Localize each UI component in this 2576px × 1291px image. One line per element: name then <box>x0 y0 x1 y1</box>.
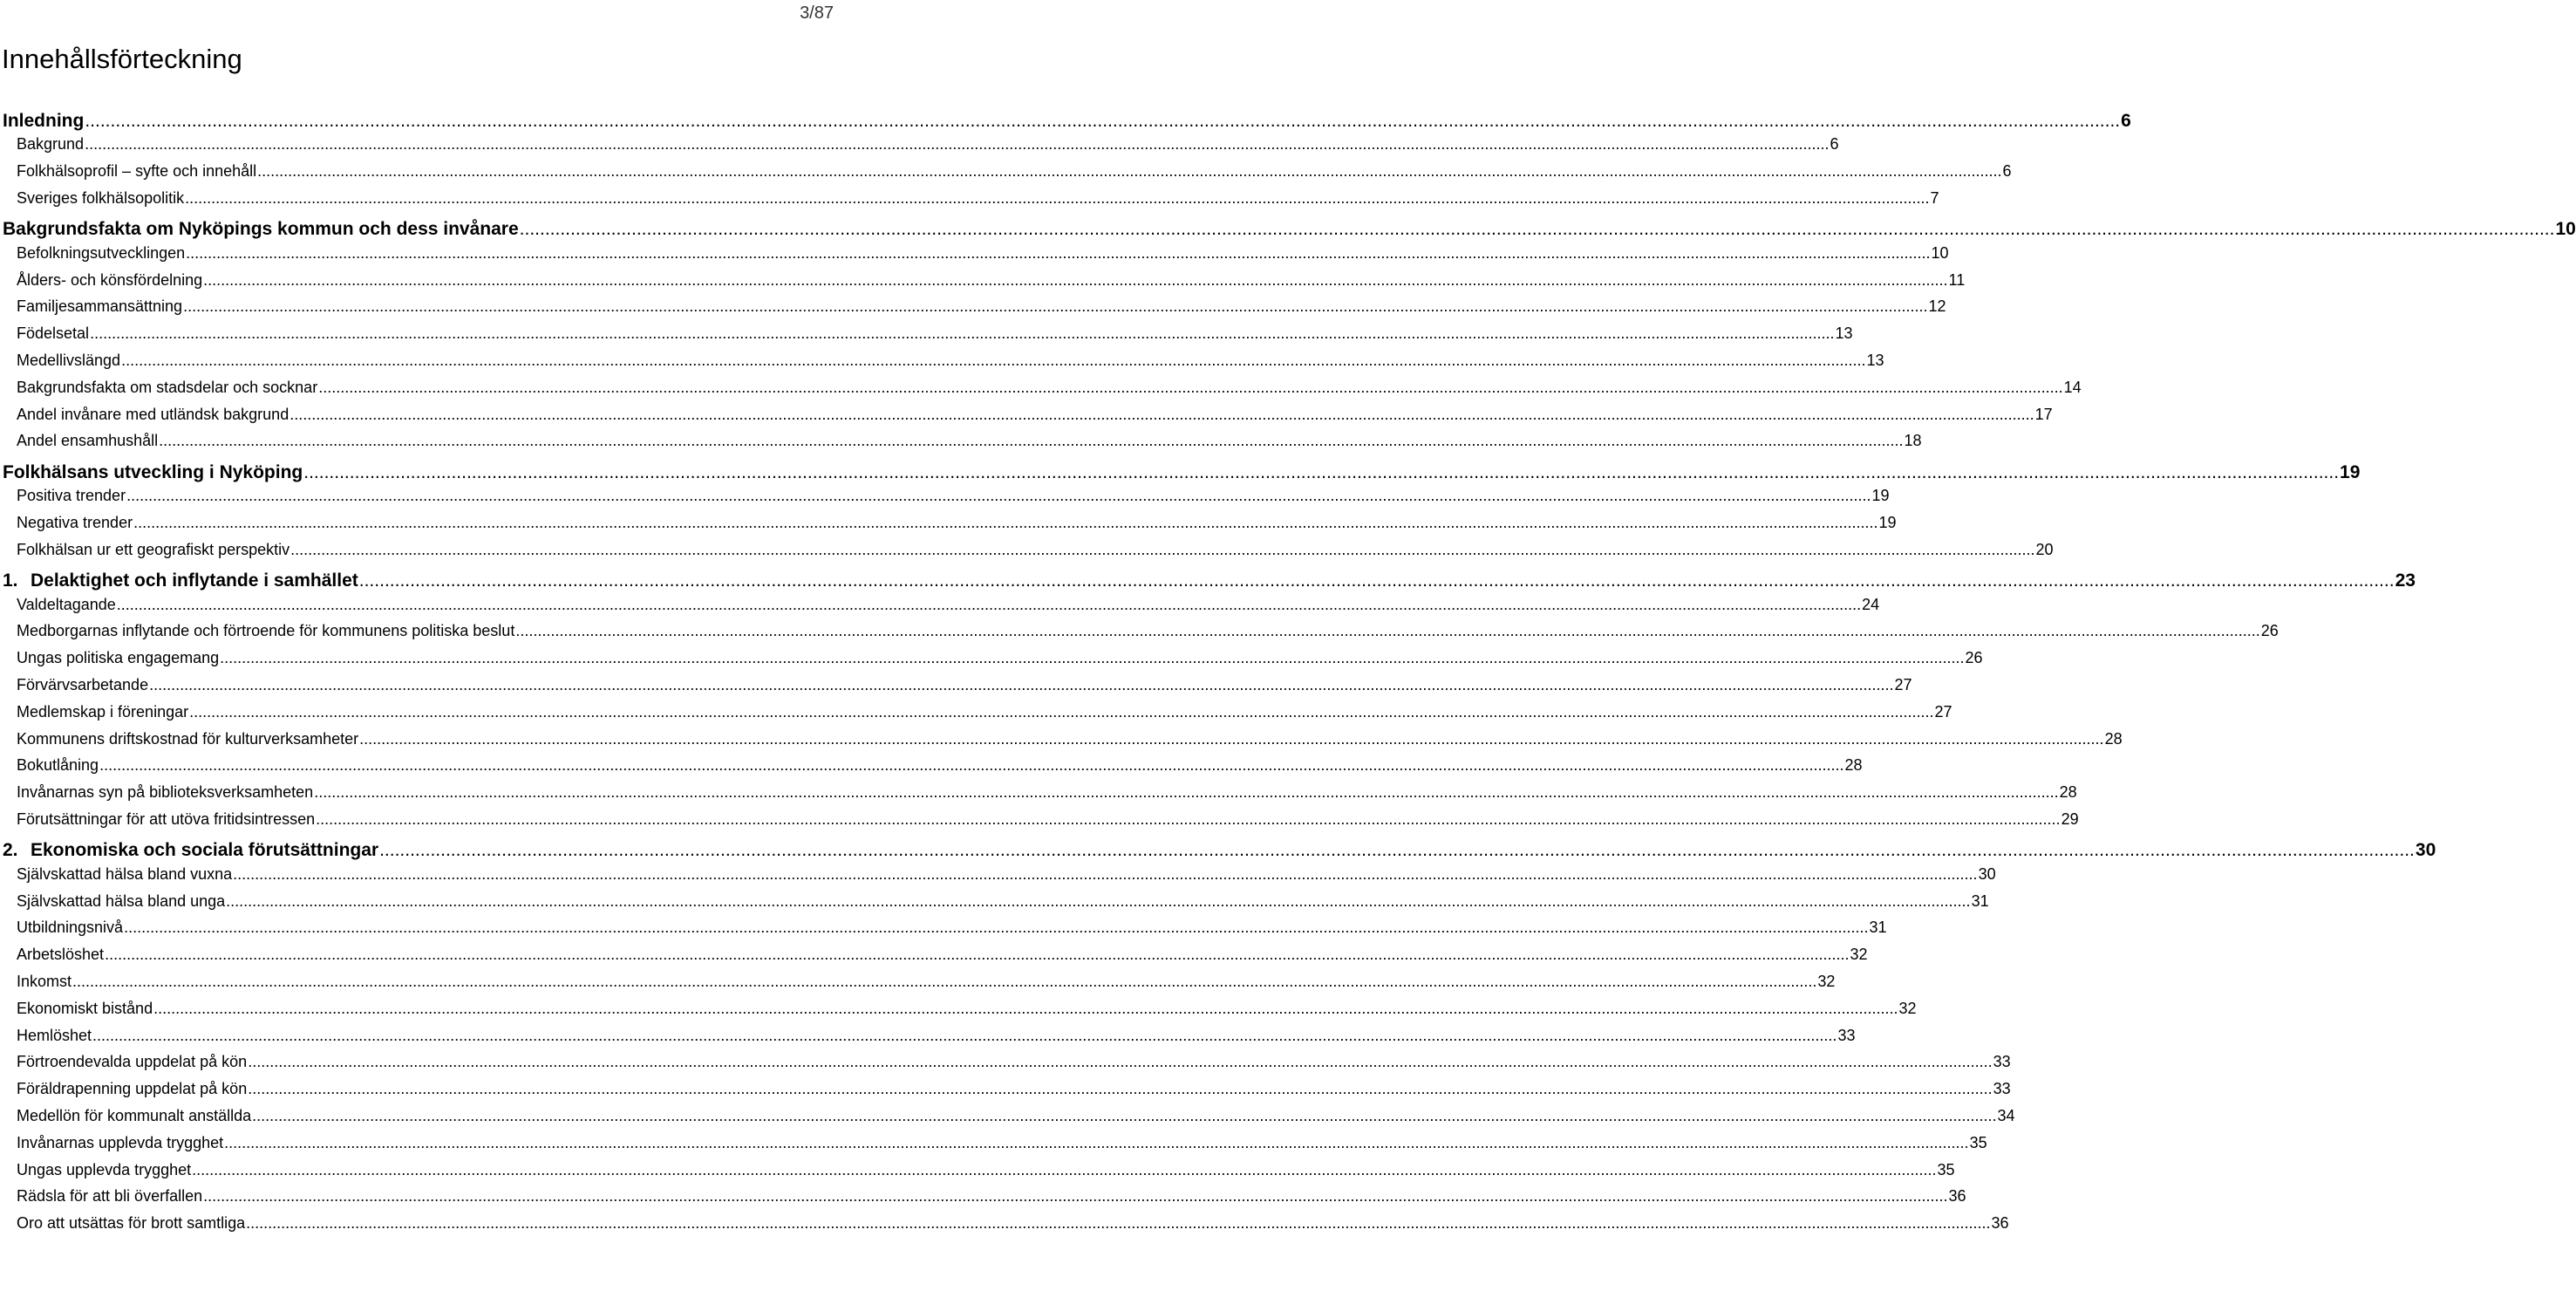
toc-entry-title: Förutsättningar för att utöva fritidsintressen <box>17 809 316 828</box>
toc-entry[interactable] <box>0 1073 2011 1099</box>
toc-entry-title: Oro att utsättas för brott samtliga <box>17 1214 246 1233</box>
toc-dot-leader: ................................................................................................................................................................................................................................................................................................................................................................................................................ <box>233 864 1978 883</box>
toc-dot-leader: ................................................................................................................................................................................................................................................................................................................................................................................................................ <box>99 756 1844 775</box>
toc-entry[interactable] <box>0 858 1996 885</box>
toc-dot-leader: ................................................................................................................................................................................................................................................................................................................................................................................................................ <box>359 729 2104 748</box>
toc-entry-page-number: 18 <box>1904 432 1922 450</box>
toc-entry-title: Födelsetal <box>17 324 90 343</box>
toc-entry[interactable] <box>0 1127 1987 1153</box>
toc-entry-page-number: 28 <box>2059 783 2077 802</box>
toc-entry-page-number: 14 <box>2063 378 2082 396</box>
toc-entry-title: Självskattad hälsa bland unga <box>17 891 226 910</box>
toc-dot-leader: ................................................................................................................................................................................................................................................................................................................................................................................................................ <box>92 1026 1837 1044</box>
toc-entry-page-number: 33 <box>1837 1026 1856 1044</box>
toc-entry-title: Kommunens driftskostnad för kulturverksamheter <box>17 729 359 748</box>
toc-entry[interactable] <box>0 696 1952 722</box>
toc-entry-page-number: 35 <box>1969 1133 1987 1151</box>
toc-entry-title: Medellön för kommunalt anställda <box>17 1106 252 1124</box>
toc-entry[interactable] <box>0 669 1912 695</box>
toc-entry-number: 2. <box>3 840 18 861</box>
toc-entry[interactable] <box>0 589 1880 615</box>
toc-entry[interactable] <box>0 399 2053 425</box>
toc-entry[interactable] <box>0 642 1983 668</box>
toc-dot-leader: ................................................................................................................................................................................................................................................................................................................................................................................................................ <box>252 1106 1997 1124</box>
toc-dot-leader: ................................................................................................................................................................................................................................................................................................................................................................................................................ <box>316 809 2061 828</box>
toc-dot-leader: ................................................................................................................................................................................................................................................................................................................................................................................................................ <box>116 595 1862 613</box>
toc-entry-title: Förvärvsarbetande <box>17 675 149 693</box>
toc-entry[interactable] <box>0 182 1939 208</box>
toc-entry[interactable] <box>0 912 1887 938</box>
toc-entry-title: Negativa trender <box>17 513 133 531</box>
toc-entry-page-number: 19 <box>1871 487 1890 505</box>
toc-entry[interactable] <box>0 1180 1966 1206</box>
toc-entry-page-number: 36 <box>1948 1187 1966 1206</box>
toc-entry-page-number: 19 <box>2340 461 2361 482</box>
toc-entry-title: Medlemskap i föreningar <box>17 702 189 721</box>
toc-entry[interactable] <box>0 264 1966 290</box>
toc-dot-leader: ................................................................................................................................................................................................................................................................................................................................................................................................................ <box>515 622 2260 640</box>
toc-entry[interactable] <box>0 615 2279 641</box>
toc-entry[interactable] <box>0 966 1836 992</box>
toc-dot-leader: ................................................................................................................................................................................................................................................................................................................................................................................................................ <box>358 570 2395 591</box>
toc-dot-leader: ................................................................................................................................................................................................................................................................................................................................................................................................................ <box>290 540 2035 558</box>
toc-entry-page-number: 12 <box>1928 297 1946 316</box>
toc-entry-page-number: 26 <box>2260 622 2279 640</box>
toc-entry-title: Inkomst <box>17 972 72 990</box>
toc-entry-page-number: 20 <box>2035 540 2054 558</box>
toc-entry-page-number: 13 <box>1835 324 1853 343</box>
toc-dot-leader: ................................................................................................................................................................................................................................................................................................................................................................................................................ <box>203 270 1948 289</box>
toc-dot-leader: ................................................................................................................................................................................................................................................................................................................................................................................................................ <box>186 243 1931 262</box>
toc-entry-title: Andel invånare med utländsk bakgrund <box>17 405 290 423</box>
toc-dot-leader: ................................................................................................................................................................................................................................................................................................................................................................................................................ <box>224 1133 1969 1151</box>
toc-dot-leader: ................................................................................................................................................................................................................................................................................................................................................................................................................ <box>248 1053 1993 1071</box>
toc-entry-page-number: 33 <box>1993 1053 2011 1071</box>
toc-entry[interactable] <box>0 776 2077 803</box>
toc-entry[interactable] <box>0 993 1917 1019</box>
toc-dot-leader: ................................................................................................................................................................................................................................................................................................................................................................................................................ <box>105 946 1850 964</box>
toc-dot-leader: ................................................................................................................................................................................................................................................................................................................................................................................................................ <box>159 432 1904 450</box>
toc-entry-title: Ekonomiska och sociala förutsättningar <box>31 840 379 861</box>
toc-entry[interactable] <box>0 345 1884 371</box>
toc-entry-page-number: 35 <box>1937 1160 1955 1178</box>
toc-entry-page-number: 10 <box>1931 243 1949 262</box>
toc-dot-leader: ................................................................................................................................................................................................................................................................................................................................................................................................................ <box>226 891 1971 910</box>
toc-entry-title: Ålders- och könsfördelning <box>17 270 203 289</box>
toc-entry-page-number: 26 <box>1965 649 1983 667</box>
toc-entry[interactable] <box>0 1100 2015 1126</box>
toc-dot-leader: ................................................................................................................................................................................................................................................................................................................................................................................................................ <box>149 675 1894 693</box>
toc-dot-leader: ................................................................................................................................................................................................................................................................................................................................................................................................................ <box>126 487 1871 505</box>
page-title: Innehållsförteckning <box>2 44 242 74</box>
toc-entry-title: Rädsla för att bli överfallen <box>17 1187 203 1206</box>
toc-entry-title: Familjesammansättning <box>17 297 183 316</box>
toc-entry[interactable] <box>0 885 1989 912</box>
toc-entry[interactable] <box>0 425 1922 451</box>
toc-entry-title: Bakgrund <box>17 135 85 154</box>
toc-entry[interactable] <box>0 723 2123 749</box>
toc-entry-page-number: 32 <box>1898 999 1917 1017</box>
toc-entry-page-number: 17 <box>2034 405 2053 423</box>
toc-entry-page-number: 36 <box>1991 1214 2009 1233</box>
toc-entry-page-number: 23 <box>2395 570 2416 591</box>
toc-entry-page-number: 27 <box>1894 675 1912 693</box>
toc-entry[interactable] <box>0 507 1897 533</box>
toc-entry-page-number: 31 <box>1869 919 1887 937</box>
toc-entry-title: Medborgarnas inflytande och förtroende för kommunens politiska beslut <box>17 622 515 640</box>
toc-entry-title: Självskattad hälsa bland vuxna <box>17 864 233 883</box>
toc-dot-leader: ................................................................................................................................................................................................................................................................................................................................................................................................................ <box>379 840 2415 861</box>
toc-entry-title: Delaktighet och inflytande i samhället <box>31 570 358 591</box>
toc-entry-page-number: 24 <box>1862 595 1880 613</box>
toc-entry-title: Medellivslängd <box>17 351 121 369</box>
toc-entry-title: Invånarnas upplevda trygghet <box>17 1133 224 1151</box>
toc-entry-title: Befolkningsutvecklingen <box>17 243 186 262</box>
toc-entry[interactable] <box>0 1154 1955 1180</box>
toc-entry-title: Inledning <box>3 111 85 131</box>
toc-entry[interactable] <box>0 155 2012 181</box>
toc-entry-title: Valdeltagande <box>17 595 116 613</box>
toc-entry-title: Sveriges folkhälsopolitik <box>17 188 185 207</box>
toc-dot-leader: ................................................................................................................................................................................................................................................................................................................................................................................................................ <box>72 972 1817 990</box>
toc-dot-leader: ................................................................................................................................................................................................................................................................................................................................................................................................................ <box>192 1160 1937 1178</box>
toc-entry-page-number: 32 <box>1817 972 1836 990</box>
toc-dot-leader: ................................................................................................................................................................................................................................................................................................................................................................................................................ <box>519 219 2555 240</box>
toc-dot-leader: ................................................................................................................................................................................................................................................................................................................................................................................................................ <box>185 188 1930 207</box>
toc-entry-title: Hemlöshet <box>17 1026 92 1044</box>
toc-entry[interactable] <box>0 290 1946 317</box>
toc-entry-title: Bakgrundsfakta om Nyköpings kommun och dess invånare <box>3 219 519 240</box>
toc-entry-page-number: 32 <box>1850 946 1868 964</box>
toc-dot-leader: ................................................................................................................................................................................................................................................................................................................................................................................................................ <box>303 461 2340 482</box>
toc-entry[interactable] <box>0 318 1853 344</box>
toc-dot-leader: ................................................................................................................................................................................................................................................................................................................................................................................................................ <box>257 162 2002 181</box>
toc-entry-page-number: 33 <box>1993 1080 2011 1098</box>
toc-entry-page-number: 34 <box>1997 1106 2015 1124</box>
toc-dot-leader: ................................................................................................................................................................................................................................................................................................................................................................................................................ <box>183 297 1928 316</box>
toc-entry-title: Folkhälsans utveckling i Nyköping <box>3 461 303 482</box>
toc-dot-leader: ................................................................................................................................................................................................................................................................................................................................................................................................................ <box>85 135 1830 154</box>
toc-entry[interactable] <box>0 372 2082 398</box>
toc-dot-leader: ................................................................................................................................................................................................................................................................................................................................................................................................................ <box>248 1080 1993 1098</box>
toc-entry-title: Bakgrundsfakta om stadsdelar och socknar <box>17 378 318 396</box>
toc-entry-page-number: 6 <box>1830 135 1839 154</box>
toc-entry-title: Ungas upplevda trygghet <box>17 1160 192 1178</box>
toc-entry[interactable] <box>0 128 1839 154</box>
toc-entry-page-number: 7 <box>1930 188 1939 207</box>
toc-entry-page-number: 28 <box>2104 729 2123 748</box>
toc-dot-leader: ................................................................................................................................................................................................................................................................................................................................................................................................................ <box>318 378 2063 396</box>
toc-entry[interactable] <box>0 749 1863 775</box>
toc-entry-title: Föräldrapenning uppdelat på kön <box>17 1080 248 1098</box>
toc-entry-page-number: 19 <box>1878 513 1897 531</box>
toc-entry-title: Invånarnas syn på biblioteksverksamheten <box>17 783 314 802</box>
toc-entry-title: Bokutlåning <box>17 756 99 775</box>
toc-entry-title: Ekonomiskt bistånd <box>17 999 153 1017</box>
toc-dot-leader: ................................................................................................................................................................................................................................................................................................................................................................................................................ <box>314 783 2059 802</box>
toc-entry-number: 1. <box>3 570 18 591</box>
toc-entry-title: Positiva trender <box>17 487 126 505</box>
toc-entry-page-number: 13 <box>1866 351 1884 369</box>
toc-entry-page-number: 6 <box>2121 111 2131 131</box>
toc-dot-leader: ................................................................................................................................................................................................................................................................................................................................................................................................................ <box>133 513 1878 531</box>
toc-entry-title: Förtroendevalda uppdelat på kön <box>17 1053 248 1071</box>
toc-dot-leader: ................................................................................................................................................................................................................................................................................................................................................................................................................ <box>90 324 1835 343</box>
toc-entry-page-number: 30 <box>1978 864 1996 883</box>
toc-entry-page-number: 31 <box>1971 891 1989 910</box>
toc-dot-leader: ................................................................................................................................................................................................................................................................................................................................................................................................................ <box>246 1214 1991 1233</box>
toc-entry-page-number: 27 <box>1934 702 1952 721</box>
page-number: 3/87 <box>800 3 834 23</box>
toc-dot-leader: ................................................................................................................................................................................................................................................................................................................................................................................................................ <box>203 1187 1948 1206</box>
toc-dot-leader: ................................................................................................................................................................................................................................................................................................................................................................................................................ <box>85 111 2121 131</box>
toc-entry-title: Folkhälsan ur ett geografiskt perspektiv <box>17 540 290 558</box>
toc-entry-page-number: 6 <box>2002 162 2012 181</box>
toc-dot-leader: ................................................................................................................................................................................................................................................................................................................................................................................................................ <box>124 919 1869 937</box>
toc-entry-page-number: 29 <box>2061 809 2079 828</box>
toc-dot-leader: ................................................................................................................................................................................................................................................................................................................................................................................................................ <box>290 405 2034 423</box>
toc-dot-leader: ................................................................................................................................................................................................................................................................................................................................................................................................................ <box>121 351 1866 369</box>
toc-entry-page-number: 30 <box>2415 840 2436 861</box>
toc-entry-title: Arbetslöshet <box>17 946 105 964</box>
toc-entry[interactable] <box>0 803 2079 830</box>
toc-entry-title: Ungas politiska engagemang <box>17 649 220 667</box>
toc-dot-leader: ................................................................................................................................................................................................................................................................................................................................................................................................................ <box>153 999 1898 1017</box>
toc-entry-page-number: 10 <box>2555 219 2576 240</box>
toc-entry[interactable] <box>0 1046 2011 1072</box>
toc-entry-title: Andel ensamhushåll <box>17 432 159 450</box>
toc-entry[interactable] <box>0 1020 1856 1046</box>
toc-entry[interactable] <box>0 534 2054 560</box>
toc-entry[interactable] <box>0 1207 2009 1233</box>
toc-entry[interactable] <box>0 237 1949 263</box>
toc-entry-page-number: 28 <box>1844 756 1863 775</box>
toc-entry[interactable] <box>0 480 1890 506</box>
toc-entry-page-number: 11 <box>1948 270 1966 289</box>
toc-dot-leader: ................................................................................................................................................................................................................................................................................................................................................................................................................ <box>220 649 1965 667</box>
toc-entry[interactable] <box>0 939 1868 965</box>
toc-entry-title: Folkhälsoprofil – syfte och innehåll <box>17 162 257 181</box>
toc-dot-leader: ................................................................................................................................................................................................................................................................................................................................................................................................................ <box>189 702 1934 721</box>
toc-entry-title: Utbildningsnivå <box>17 919 124 937</box>
